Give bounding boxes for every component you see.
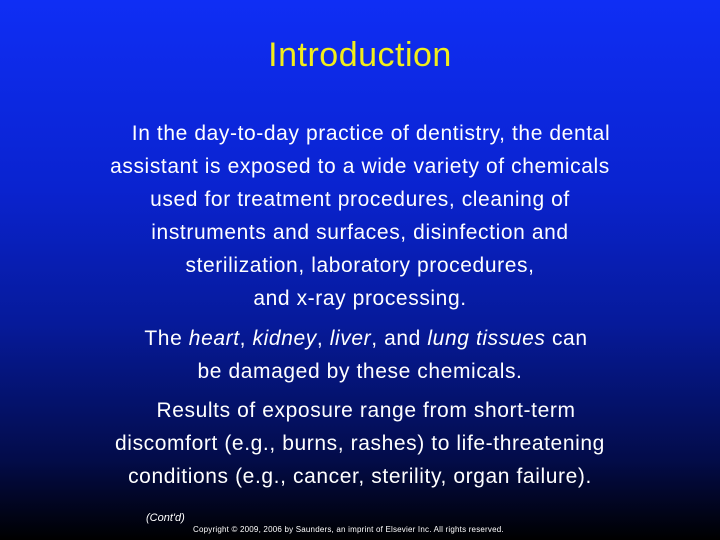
paragraph-line: assistant is exposed to a wide variety of chemicals [110,155,610,178]
paragraph-line: In the day-to-day practice of dentistry, the dental [131,122,611,145]
copyright-notice: Copyright © 2009, 2006 by Saunders, an imprint of Elsevier Inc. All rights reserved. [193,525,504,534]
paragraph-intro [60,117,660,315]
emphasis-heart: heart [188,327,240,350]
paragraph-effects [60,394,660,493]
paragraph-line: and x-ray processing. [253,287,467,310]
paragraph-line [60,322,660,355]
paragraph-line: instruments and surfaces, disinfection and [151,221,569,244]
paragraph-line: sterilization, laboratory procedures, [185,254,535,277]
paragraph-organs [60,322,660,388]
text: , [239,327,253,350]
emphasis-kidney: kidney [252,327,317,350]
paragraph-line: used for treatment procedures, cleaning of [150,188,570,211]
paragraph-line: discomfort (e.g., burns, rashes) to life-threatening [115,432,605,455]
emphasis-liver: liver [329,327,372,350]
paragraph-line: conditions (e.g., cancer, sterility, organ failure). [128,465,592,488]
emphasis-lung: lung tissues [427,327,546,350]
slide-title: Introduction [268,36,452,74]
continued-label: (Cont'd) [146,512,185,524]
text: can [545,327,588,350]
text: , [316,327,330,350]
text: , and [371,327,428,350]
paragraph-line: Results of exposure range from short-term [156,399,576,422]
paragraph-line: be damaged by these chemicals. [197,360,523,383]
text: The [144,327,189,350]
